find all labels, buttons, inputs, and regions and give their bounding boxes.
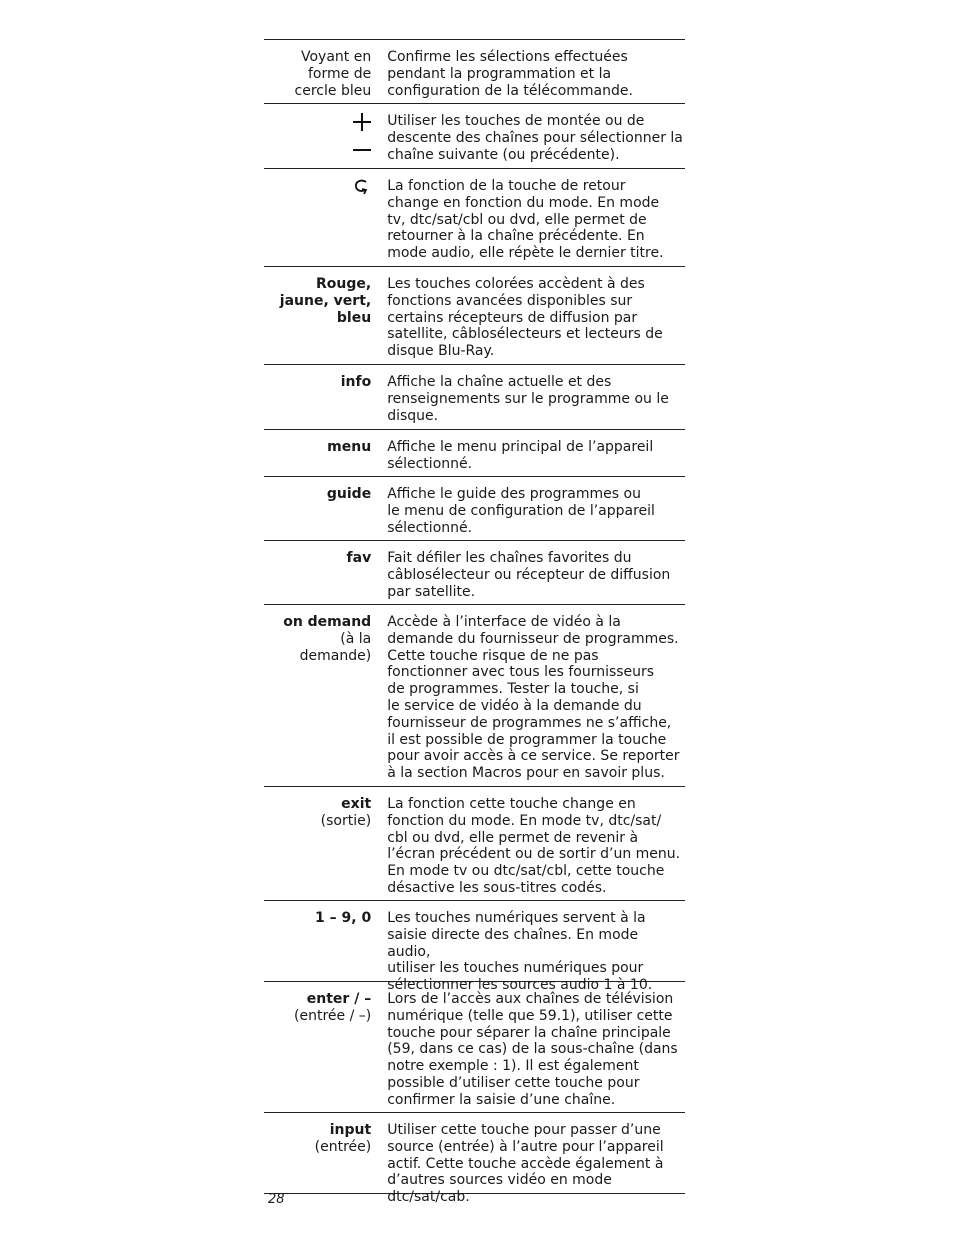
table-row: [264, 104, 685, 169]
row-description: Affiche le menu principal de l’appareil sélectionné.: [387, 439, 654, 472]
row-description: Les touches colorées accèdent à des fonctions avancées disponibles sur certains récepteurs de diffusion par satellite, câblosélecteurs et lecteurs de disque Blu-Ray.: [387, 276, 663, 360]
table-row: [264, 40, 685, 104]
row-description: Utiliser cette touche pour passer d’une source (entrée) à l’autre pour l’appareil actif. Cette touche accède également à d’autres sources vidéo en mode dtc/sat/cab.: [387, 1122, 664, 1206]
row-label-key: on demand: [283, 614, 372, 630]
row-label-translation: (à la demande): [299, 630, 372, 664]
table-row: [264, 541, 685, 605]
row-label: [264, 991, 371, 1112]
row-description: Affiche la chaîne actuelle et des renseignements sur le programme ou le disque.: [387, 374, 669, 424]
table-row: [264, 169, 685, 267]
row-description: Lors de l’accès aux chaînes de télévision numérique (telle que 59.1), utiliser cette touche pour séparer la chaîne principale (59, dans ce cas) de la sous-chaîne (dans notre exemple : 1). Il est également possible d’utiliser cette touche pour confirmer la saisie d’une chaîne.: [387, 991, 678, 1108]
row-label: [264, 796, 371, 900]
row-description: Accède à l’interface de vidéo à la demande du fournisseur de programmes. Cette touche risque de ne pas fonctionner avec tous les fournisseurs de programmes. Tester la touche, si le service de vidéo à la demande du fournisseur de programmes ne s’affiche, il est possible de programmer la touche pour avoir accès à ce service. Se reporter à la section Macros pour en savoir plus.: [387, 614, 680, 782]
channel-up-icon: [353, 113, 371, 131]
row-label: [264, 614, 371, 786]
row-description: Utiliser les touches de montée ou de descente des chaînes pour sélectionner la chaîne suivante (ou précédente).: [387, 113, 683, 163]
table-row: [264, 267, 685, 365]
row-description: La fonction cette touche change en fonction du mode. En mode tv, dtc/sat/ cbl ou dvd, elle permet de revenir à l’écran précédent ou de sortir d’un menu. En mode tv ou dtc/sat/cbl, cette touche désactive les sous-titres codés.: [387, 796, 681, 896]
table-row: [264, 605, 685, 787]
row-description: Fait défiler les chaînes favorites du câblosélecteur ou récepteur de diffusion par satellite.: [387, 550, 671, 600]
table-row: [264, 365, 685, 430]
return-arrow-icon: [353, 178, 371, 198]
row-label-key: input: [329, 1122, 372, 1138]
row-label: [264, 1122, 371, 1193]
row-description: Affiche le guide des programmes ou le menu de configuration de l’appareil sélectionné.: [387, 486, 655, 536]
row-label: 1 – 9, 0: [315, 910, 372, 926]
row-label: [264, 178, 371, 266]
table-row: [264, 477, 685, 541]
row-label: info: [340, 374, 372, 390]
row-label-key: exit: [341, 796, 372, 812]
row-label-translation: (entrée): [314, 1138, 372, 1155]
table-row: [264, 787, 685, 901]
row-label-translation: (entrée / –): [294, 1007, 372, 1024]
channel-down-icon: [353, 149, 371, 151]
table-row: [264, 982, 685, 1113]
row-label-translation: (sortie): [320, 812, 372, 829]
row-description: La fonction de la touche de retour change en fonction du mode. En mode tv, dtc/sat/cbl ou dvd, elle permet de retourner à la chaîne précédente. En mode audio, elle répète le dernier titre.: [387, 178, 664, 262]
row-label: fav: [346, 550, 372, 566]
row-label-key: enter / –: [306, 991, 372, 1007]
row-label: [264, 113, 371, 168]
table-row: [264, 901, 685, 994]
row-label: menu: [327, 439, 372, 455]
page-number: 28: [268, 1192, 285, 1207]
table-row: [264, 430, 685, 477]
row-label: guide: [326, 486, 372, 502]
row-description: Confirme les sélections effectuées pendant la programmation et la configuration de la télécommande.: [387, 49, 633, 99]
row-description: Les touches numériques servent à la saisie directe des chaînes. En mode audio, utiliser les touches numériques pour sélectionner les sources audio 1 à 10.: [387, 910, 653, 994]
row-label: Voyant en forme de cercle bleu: [294, 49, 372, 99]
row-label: Rouge, jaune, vert, bleu: [279, 276, 372, 326]
